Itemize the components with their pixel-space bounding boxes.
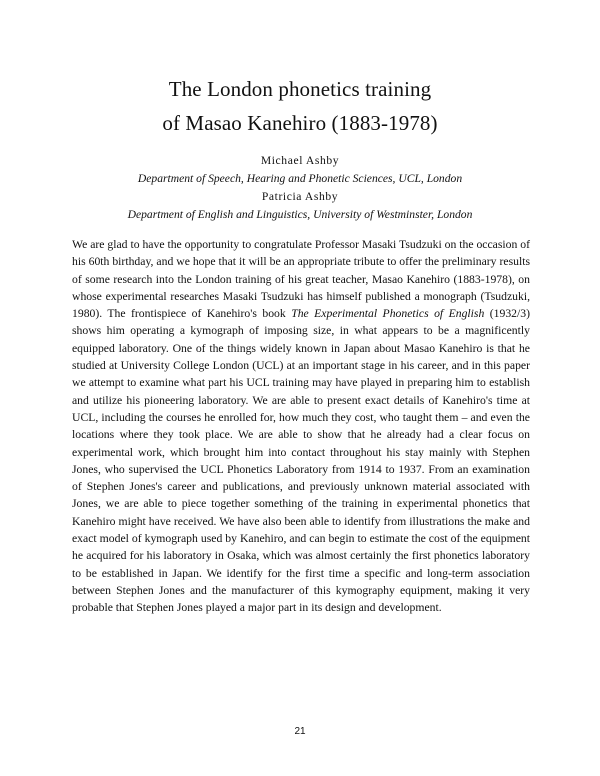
author-affiliation: Department of English and Linguistics, University of Westminster, London bbox=[127, 208, 473, 221]
abstract-body bbox=[72, 236, 530, 617]
page-number: 21 bbox=[294, 726, 306, 737]
book-title: The Experimental Phonetics of English bbox=[291, 307, 485, 321]
author-affiliation: Department of Speech, Hearing and Phonetic Sciences, UCL, London bbox=[137, 172, 463, 185]
paper-title bbox=[0, 72, 600, 140]
author-name: Michael Ashby bbox=[260, 154, 340, 167]
title-line-2: of Masao Kanehiro (1883-1978) bbox=[162, 111, 438, 135]
body-paragraph bbox=[72, 236, 530, 617]
title-line-1: The London phonetics training bbox=[168, 77, 432, 101]
body-text-part-1: We are glad to have the opportunity to congratulate Professor Masaki Tsudzuki on the occasion of his 60th birthday, and we hope that it will be an appropriate tribute to offer the preliminary results of some research into the London training of his great teacher, Masao Kanehiro (1883-1978), on whose experimental researches Masaki Tsudzuki has himself published a monograph (Tsudzuki, 1980). The frontispiece of Kanehiro's book bbox=[72, 238, 530, 321]
author-name: Patricia Ashby bbox=[261, 190, 339, 203]
body-text-part-2: (1932/3) shows him operating a kymograph of imposing size, in what appears to be a magnificently equipped laboratory. One of the things widely known in Japan about Masao Kanehiro is that he studied at University College London (UCL) at an important stage in his career, and in this paper we attempt to examine what part his UCL training may have played in preparing him to establish and utilize his pioneering laboratory. We are able to present exact details of Kanehiro's time at UCL, including the courses he enrolled for, how much they cost, who taught them – and even the locations where they took place. We are able to show that he already had a clear focus on experimental work, which brought him into contact throughout his stay mainly with Stephen Jones, who supervised the UCL Phonetics Laboratory from 1914 to 1937. From an examination of Stephen Jones's career and publications, and previously unknown material associated with Jones, we are able to piece together something of the training in experimental phonetics that Kanehiro might have received. We have also been able to identify from illustrations the make and exact model of kymograph used by Kanehiro, and can begin to estimate the cost of the equipment he acquired for his laboratory in Osaka, which was almost certainly the first phonetics laboratory to be established in Japan. We identify for the first time a specific and long-term association between Stephen Jones and the manufacturer of this kymography equipment, making it very probable that Stephen Jones played a major part in its design and development. bbox=[72, 307, 530, 615]
author-block bbox=[0, 152, 600, 224]
